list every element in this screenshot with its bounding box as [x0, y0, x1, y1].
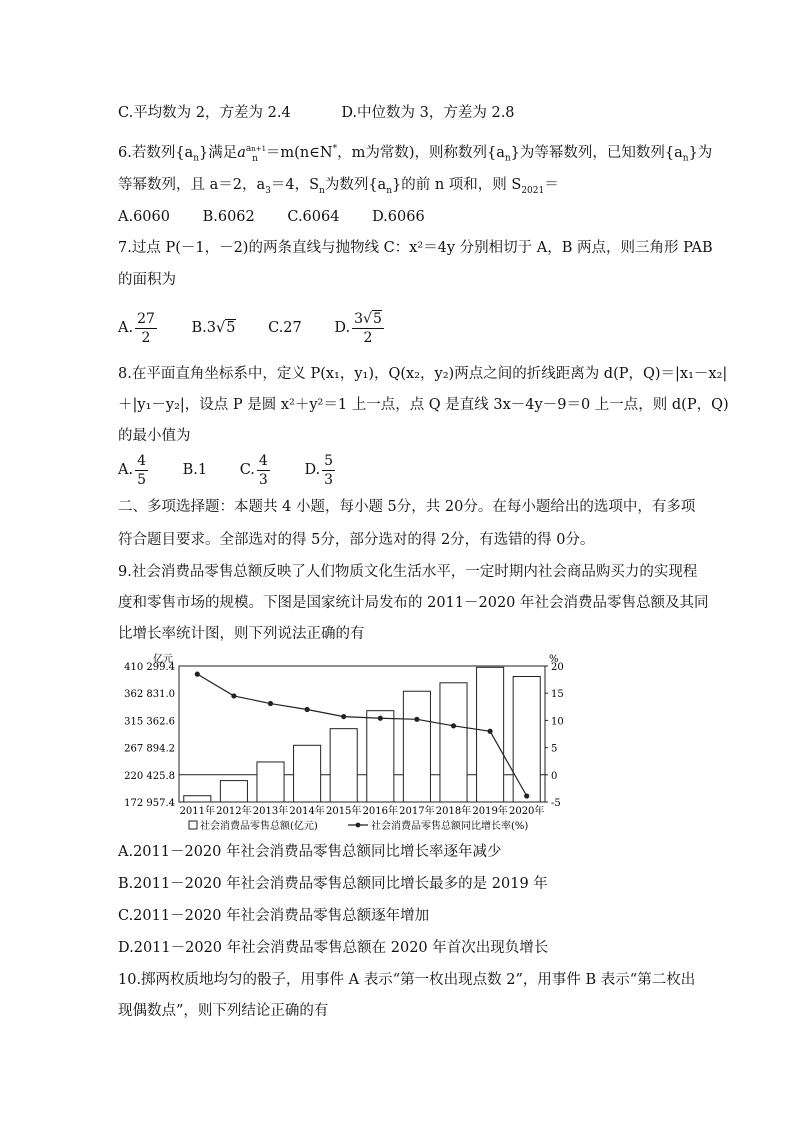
q8-d-prefix: D. [304, 462, 321, 478]
x-tick-label: 2013年 [252, 806, 289, 817]
q6-text: ＝m(n∈N [265, 144, 333, 161]
q6-sub: n [193, 153, 200, 164]
q8-option-a [118, 450, 150, 490]
bar-2014年 [294, 745, 321, 802]
q8-option-b: B.1 [182, 462, 208, 478]
bar-2018年 [440, 683, 467, 802]
growth-rate-point-2016年 [378, 716, 383, 721]
q8-option-d [304, 450, 337, 490]
bar-2013年 [257, 762, 284, 802]
y-right-unit-label: % [549, 654, 559, 665]
q8-c-num: 4 [258, 452, 268, 469]
q7-a-num: 27 [137, 310, 155, 327]
q6-text: }满足 [199, 144, 238, 161]
y-right-tick-label: 15 [551, 689, 564, 701]
section2-heading-line2: 符合题目要求。全部选对的得 5分，部分选对的得 2分，有选错的得 0分。 [118, 532, 595, 548]
q9-option-c: C.2011－2020 年社会消费品零售总额逐年增加 [118, 908, 430, 924]
q6-exp-sub: n+1 [251, 145, 267, 153]
bar-2012年 [220, 781, 247, 802]
legend-bar-label: 社会消费品零售总额(亿元) [200, 821, 318, 832]
bar-2020年 [513, 676, 540, 802]
q10-stem-line1: 10.掷两枚质地均匀的骰子，用事件 A 表示“第一枚出现点数 2”，用事件 B 表示“第二枚出 [118, 972, 696, 988]
q7-a-fraction [135, 310, 157, 347]
q8-a-den: 5 [137, 471, 147, 488]
q10-stem-line2: 现偶数点”，则下列结论正确的有 [118, 1003, 329, 1019]
q6-text: }的前 n 项和，则 S [392, 177, 522, 193]
legend-line-marker [356, 823, 361, 828]
bar-2017年 [403, 691, 430, 802]
q8-a-fraction [135, 452, 148, 489]
y-left-tick-label: 267 894.2 [124, 743, 175, 755]
q9-stem-line3: 比增长率统计图，则下列说法正确的有 [118, 626, 365, 642]
section2-heading-line1: 二、多项选择题：本题共 4 小题，每小题 5分，共 20分。在每小题给出的选项中，有多项 [118, 499, 696, 515]
q5-options [118, 103, 543, 123]
growth-rate-point-2019年 [488, 729, 493, 734]
q6-sub: n [386, 185, 392, 196]
q6-star: * [332, 144, 338, 154]
q6-sub: n [682, 153, 689, 164]
q8-option-c [240, 450, 272, 490]
q8-stem-line1: 8.在平面直角坐标系中，定义 P(x₁，y₁)，Q(x₂，y₂)两点之间的折线距离为 d(P，Q)＝|x₁－x₂| [118, 366, 728, 382]
q6-option-d: D.6066 [372, 209, 425, 225]
y-left-tick-label: 362 831.0 [124, 689, 175, 701]
growth-rate-point-2015年 [341, 714, 346, 719]
x-tick-label: 2019年 [472, 806, 508, 817]
bar-2019年 [477, 667, 504, 802]
q6-text: ＝4，S [270, 177, 320, 193]
x-tick-label: 2017年 [399, 806, 435, 817]
x-tick-label: 2018年 [435, 806, 472, 817]
q6-text: ＝ [544, 177, 559, 193]
q6-text: 等幂数列，且 a＝2，a [118, 177, 266, 193]
q6-text: 为数列{a [324, 177, 387, 193]
q6-formula-sub: n [252, 153, 258, 164]
q8-c-fraction [257, 452, 270, 489]
y-left-tick-label: 172 957.4 [124, 798, 175, 809]
y-right-tick-label: 20 [551, 662, 564, 673]
retail-sales-chart [116, 650, 586, 836]
q6-text: }为等幂数列，已知数列{a [510, 144, 683, 161]
q9-stem-line2: 度和零售市场的规模。下图是国家统计局发布的 2011－2020 年社会消费品零售总额及其同 [118, 595, 709, 611]
q7-d-fraction [352, 310, 384, 347]
q6-sub: n [504, 153, 511, 164]
bar-2016年 [367, 711, 394, 802]
q7-d-prefix: D. [334, 320, 351, 336]
legend-bar-swatch [189, 821, 197, 829]
q9-option-d: D.2011－2020 年社会消费品零售总额在 2020 年首次出现负增长 [118, 940, 549, 956]
q8-options [118, 450, 365, 490]
q7-option-b: B.3√5 [191, 320, 236, 336]
q6-option-c: C.6064 [287, 209, 340, 225]
y-right-tick-label: 0 [551, 770, 558, 782]
q8-a-num: 4 [137, 452, 147, 469]
legend-line-label: 社会消费品零售总额同比增长率(%) [371, 821, 529, 832]
x-tick-label: 2016年 [362, 806, 399, 817]
q6-sub: 3 [265, 185, 271, 196]
x-tick-label: 2015年 [325, 806, 362, 817]
q6-text: 6.若数列{a [118, 144, 194, 161]
y-right-tick-label: 10 [551, 716, 564, 728]
q6-sub: n [319, 185, 325, 196]
q8-c-den: 3 [258, 471, 268, 488]
q6-text: }为 [688, 144, 713, 161]
x-tick-label: 2011年 [179, 806, 216, 817]
growth-rate-point-2017年 [414, 717, 419, 722]
q6-formula-exponent [246, 144, 266, 154]
q5-option-c: C.平均数为 2，方差为 2.4 [118, 105, 291, 121]
q7-option-c: C.27 [268, 320, 302, 336]
bar-2015年 [330, 729, 357, 802]
q6-exp-a: a [245, 144, 252, 154]
q8-d-num: 5 [324, 452, 334, 469]
q8-a-prefix: A. [118, 462, 134, 478]
q6-stem-line1 [118, 139, 712, 169]
y-left-tick-label: 315 362.6 [124, 716, 175, 728]
q7-stem-line2: 的面积为 [118, 272, 176, 288]
q6-formula-base: a [237, 144, 246, 161]
q9-stem-line1: 9.社会消费品零售总额反映了人们物质文化生活水平，一定时期内社会商品购买力的实现程 [118, 564, 698, 580]
q7-a-den: 2 [141, 329, 151, 346]
x-tick-label: 2012年 [216, 806, 252, 817]
x-tick-label: 2020年 [508, 806, 545, 817]
q8-c-prefix: C. [239, 462, 255, 478]
q6-options [118, 207, 453, 227]
q8-stem-line2: ＋|y₁－y₂|，设点 P 是圆 x²＋y²＝1 上一点，点 Q 是直线 3x－4y－9＝0 上一点，则 d(P，Q) [118, 397, 729, 413]
growth-rate-point-2014年 [305, 707, 310, 712]
bar-2011年 [184, 796, 211, 802]
q7-options [118, 308, 414, 348]
growth-rate-point-2011年 [195, 672, 200, 677]
q6-stem-line2 [118, 175, 559, 201]
q8-d-den: 3 [324, 471, 334, 488]
growth-rate-point-2018年 [451, 723, 456, 728]
q6-text: ，m为常数)，则称数列{a [337, 144, 505, 161]
q6-sub: 2021 [521, 185, 545, 196]
q7-option-d [334, 308, 385, 348]
q8-stem-line3: 的最小值为 [118, 428, 191, 444]
q7-a-prefix: A. [118, 320, 134, 336]
q5-option-d: D.中位数为 3，方差为 2.8 [341, 105, 515, 121]
growth-rate-point-2013年 [268, 701, 273, 706]
q7-d-den: 2 [363, 329, 373, 346]
y-right-tick-label: -5 [551, 798, 561, 809]
q7-stem-line1: 7.过点 P(－1，－2)的两条直线与抛物线 C：x²＝4y 分别相切于 A，B 两点，则三角形 PAB [118, 240, 713, 256]
q7-b-prefix: B.3 [191, 320, 217, 336]
x-tick-label: 2014年 [289, 806, 325, 817]
q7-option-a [118, 308, 159, 348]
growth-rate-point-2012年 [231, 693, 236, 698]
q9-option-a: A.2011－2020 年社会消费品零售总额同比增长率逐年减少 [118, 844, 502, 860]
growth-rate-point-2020年 [524, 793, 529, 798]
q6-option-a: A.6060 [118, 209, 170, 225]
q9-option-b: B.2011－2020 年社会消费品零售总额同比增长最多的是 2019 年 [118, 876, 548, 892]
q8-d-fraction [322, 452, 335, 489]
y-right-tick-label: 5 [551, 743, 558, 755]
y-left-tick-label: 220 425.8 [124, 770, 175, 782]
q6-option-b: B.6062 [202, 209, 255, 225]
y-left-tick-label: 410 299.4 [124, 662, 175, 673]
q7-b-radicand: 5 [226, 320, 236, 336]
q7-d-num: 3√5 [354, 310, 382, 327]
q7-d-num-coef: 3 [354, 310, 364, 327]
y-left-unit-label: 亿元 [153, 654, 173, 665]
q7-d-num-radicand: 5 [372, 310, 382, 327]
